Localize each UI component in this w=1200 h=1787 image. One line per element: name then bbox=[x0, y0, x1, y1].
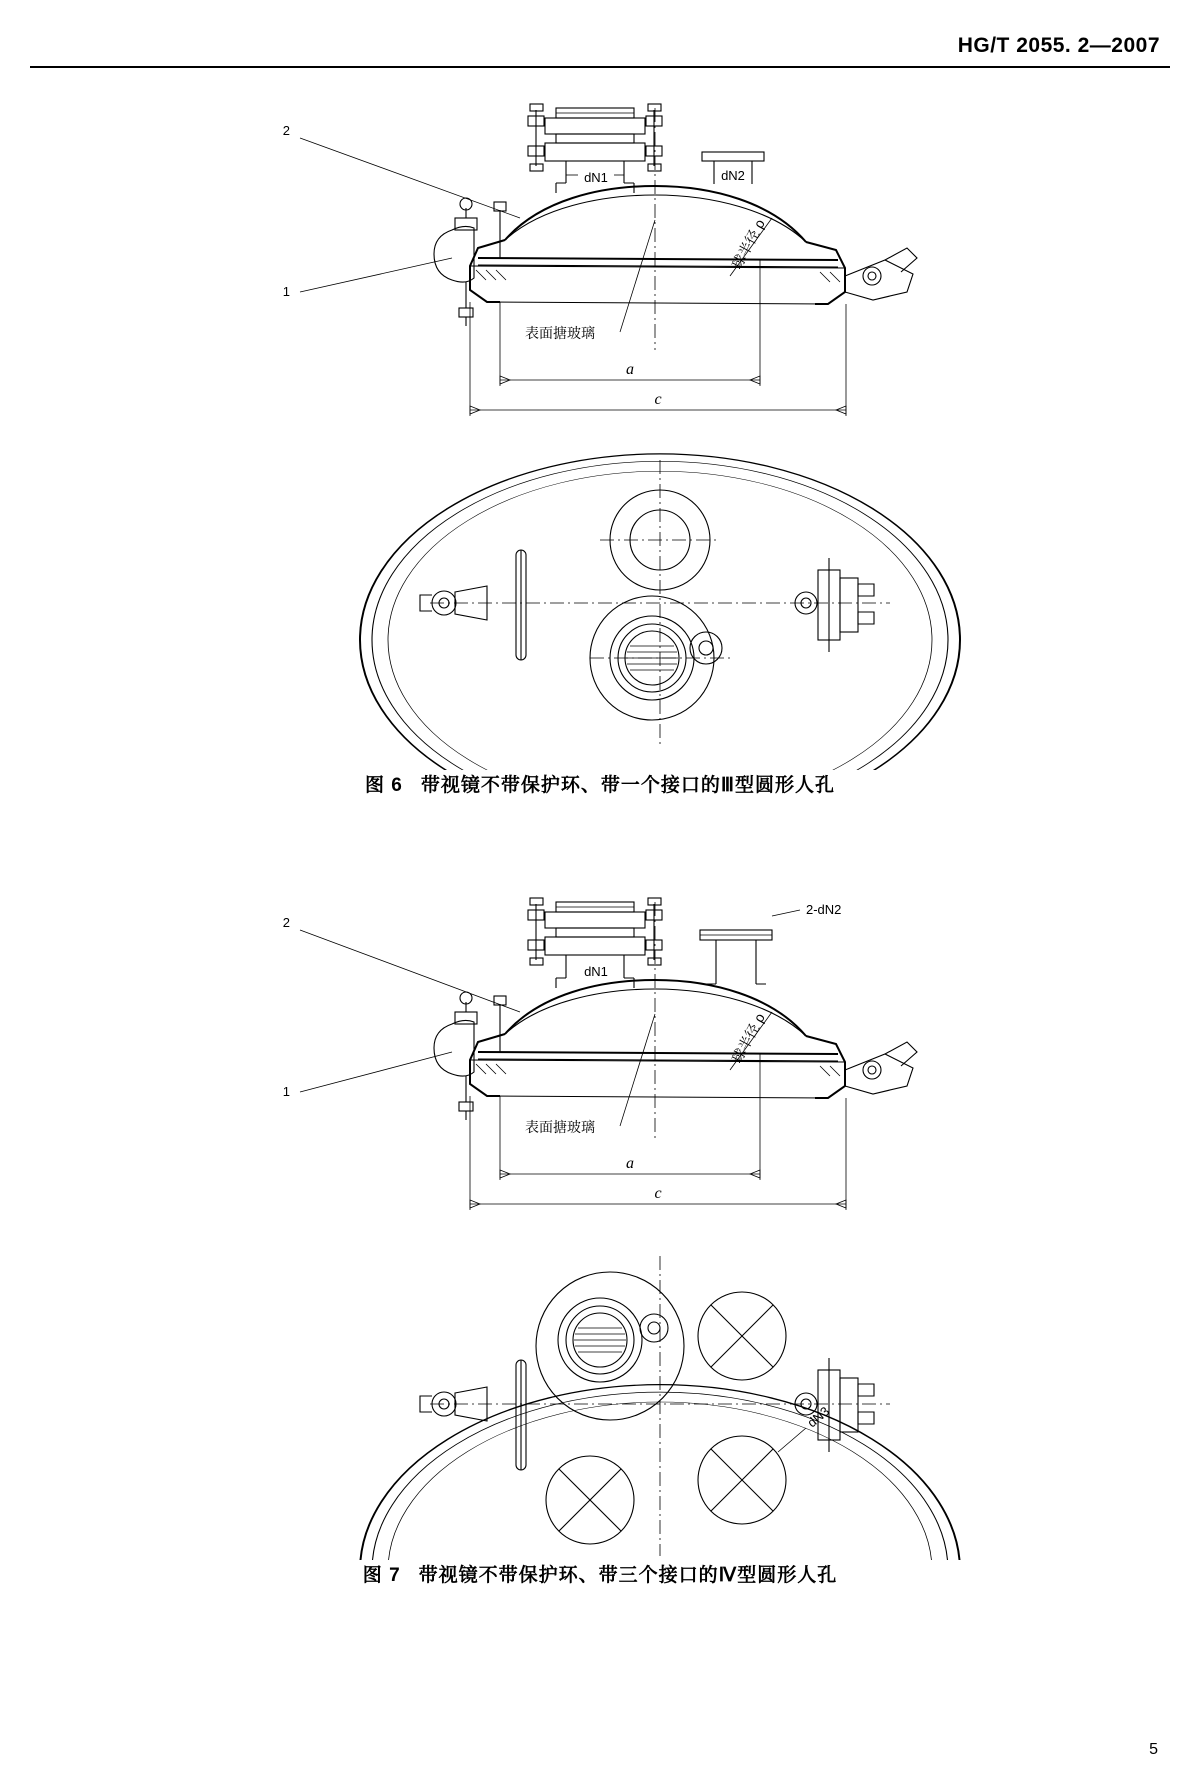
figure-6-label-dn1: dN1 bbox=[584, 170, 608, 185]
figure-7-callout-2: 2 bbox=[282, 915, 290, 930]
figure-7-note-enamel: 表面搪玻璃 bbox=[525, 1119, 595, 1135]
page-number: 5 bbox=[1149, 1741, 1158, 1758]
figure-7-label-dn3: dN3 bbox=[804, 1403, 833, 1431]
figure-6-dim-c: c bbox=[654, 391, 662, 408]
figure-7-label-dn2: 2-dN2 bbox=[806, 902, 842, 917]
figure-7-note-radius: 球半径 ρ bbox=[728, 1010, 768, 1066]
figure-7-dim-a: a bbox=[626, 1155, 634, 1172]
figure-6-dim-a: a bbox=[626, 361, 634, 378]
figure-7 bbox=[0, 880, 1200, 1587]
figure-6-note-enamel: 表面搪玻璃 bbox=[525, 325, 595, 341]
figure-7-caption bbox=[0, 1560, 1200, 1587]
figure-6-caption-text: 带视镜不带保护环、带一个接口的Ⅲ型圆形人孔 bbox=[420, 775, 835, 796]
figure-6-label-dn2: dN2 bbox=[721, 168, 745, 183]
figure-7-drawing bbox=[0, 880, 1200, 1560]
page-header-standard-code: HG/T 2055. 2—2007 bbox=[957, 34, 1160, 57]
figure-6 bbox=[0, 80, 1200, 797]
figure-7-callout-1: 1 bbox=[282, 1084, 290, 1099]
figure-6-drawing bbox=[0, 80, 1200, 770]
figure-7-dim-c: c bbox=[654, 1185, 662, 1202]
figure-7-caption-number: 图 7 bbox=[362, 1565, 401, 1586]
figure-6-callout-1: 1 bbox=[282, 284, 290, 299]
figure-6-caption-number: 图 6 bbox=[365, 775, 403, 796]
figure-6-callout-2: 2 bbox=[282, 123, 290, 138]
figure-7-label-dn1: dN1 bbox=[584, 964, 608, 979]
figure-6-note-radius: 球半径 ρ bbox=[728, 216, 768, 272]
figure-6-caption bbox=[0, 770, 1200, 797]
header-divider bbox=[30, 66, 1170, 68]
figure-7-caption-text: 带视镜不带保护环、带三个接口的Ⅳ型圆形人孔 bbox=[418, 1565, 838, 1586]
